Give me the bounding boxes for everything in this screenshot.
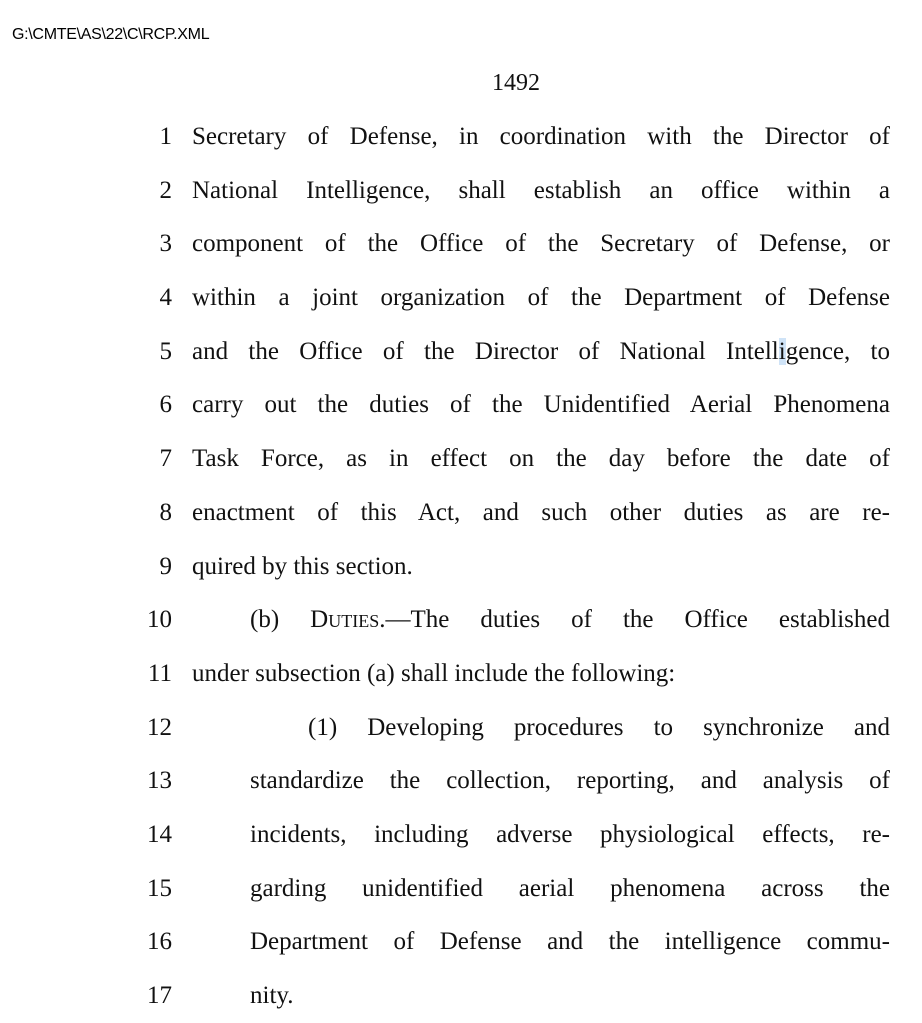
document-line [0, 808, 922, 862]
line-number: 8 [159, 498, 172, 526]
document-line [0, 862, 922, 916]
line-text: enactment of this Act, and such other duties as are re- [192, 498, 890, 526]
line-text-before: and the Office of the Director of National Intell [192, 337, 779, 365]
line-text-after: gence, to [785, 337, 891, 365]
line-text [192, 325, 890, 379]
document-line [0, 593, 922, 647]
line-text: Task Force, as in effect on the day before the date of [192, 445, 890, 473]
line-text: National Intelligence, shall establish an office within a [192, 176, 890, 204]
page-number: 1492 [492, 70, 540, 96]
line-number: 11 [147, 659, 172, 687]
document-line [0, 540, 922, 594]
line-text: (1) Developing procedures to synchronize and [308, 713, 890, 741]
line-number: 12 [147, 713, 172, 741]
document-line [0, 271, 922, 325]
line-number: 4 [159, 284, 172, 312]
line-text: quired by this section. [192, 552, 413, 580]
subsection-prefix: (b) [250, 606, 311, 634]
document-line [0, 432, 922, 486]
line-text: carry out the duties of the Unidentified Aerial Phenomena [192, 391, 890, 419]
line-text-rest: .—The duties of the Office established [379, 606, 890, 634]
line-text: within a joint organization of the Department of Defense [192, 284, 890, 312]
line-text: under subsection (a) shall include the following: [192, 659, 676, 687]
document-line [0, 969, 922, 1023]
line-number: 6 [159, 391, 172, 419]
line-text: component of the Office of the Secretary of Defense, or [192, 230, 890, 258]
line-text: garding unidentified aerial phenomena across the [250, 874, 890, 902]
line-text: incidents, including adverse physiological effects, re- [250, 820, 890, 848]
document-line [0, 486, 922, 540]
line-text: Department of Defense and the intelligence commu- [250, 928, 890, 956]
line-number: 17 [147, 982, 172, 1009]
document-line [0, 701, 922, 755]
document-line [0, 110, 922, 164]
document-line [0, 754, 922, 808]
document-line [0, 164, 922, 218]
line-number: 14 [147, 820, 172, 848]
document-line [0, 915, 922, 969]
line-text: standardize the collection, reporting, and analysis of [250, 767, 890, 795]
line-number: 16 [147, 928, 172, 956]
line-text: nity. [250, 982, 294, 1009]
line-number: 13 [147, 767, 172, 795]
line-number: 1 [159, 123, 172, 150]
text-cursor-highlight: i [778, 337, 786, 365]
file-path: G:\CMTE\AS\22\C\RCP.XML [12, 26, 210, 43]
line-text [250, 593, 890, 647]
line-number: 7 [159, 445, 172, 473]
line-number: 2 [159, 176, 172, 204]
line-number: 10 [147, 606, 172, 634]
document-line [0, 217, 922, 271]
line-number: 15 [147, 874, 172, 902]
line-number: 9 [159, 552, 172, 580]
document-line [0, 325, 922, 379]
document-line [0, 647, 922, 701]
document-line [0, 378, 922, 432]
line-number: 3 [159, 230, 172, 258]
line-text: Secretary of Defense, in coordination with the Director of [192, 123, 890, 150]
line-number: 5 [159, 337, 172, 365]
document-body [0, 110, 922, 1023]
subsection-heading: Duties [310, 606, 380, 634]
